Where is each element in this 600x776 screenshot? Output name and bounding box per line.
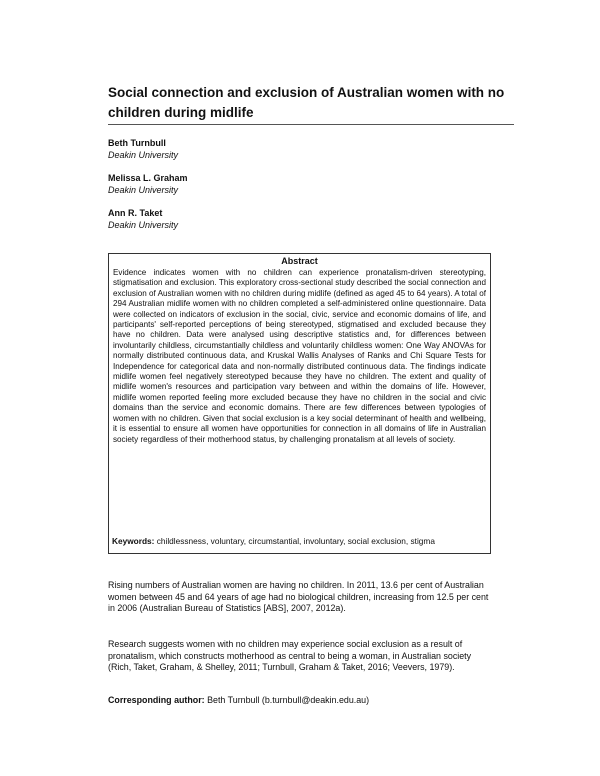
author-block: [108, 207, 178, 231]
keywords-text: childlessness, voluntary, circumstantial, involuntary, social exclusion, stigma: [154, 536, 435, 546]
keywords-label: Keywords:: [112, 536, 155, 546]
corresponding-author: [108, 695, 496, 707]
title-rule: [108, 124, 514, 125]
author-block: [108, 137, 178, 161]
author-name: Ann R. Taket: [108, 208, 163, 218]
abstract-heading: Abstract: [281, 256, 318, 266]
author-affiliation: Deakin University: [108, 150, 179, 160]
author-block: [108, 172, 188, 196]
keywords: [112, 536, 490, 546]
paper-title: Social connection and exclusion of Australian women with no children during midlife: [108, 85, 505, 120]
corresponding-author-label: Corresponding author:: [108, 695, 205, 705]
author-affiliation: Deakin University: [108, 185, 179, 195]
author-affiliation: Deakin University: [108, 220, 179, 230]
body-paragraph: Research suggests women with no children may experience social exclusion as a result of pronatalism, which constructs motherhood as central to being a woman, in Australian society (Rich, Taket, Graham, & Shelley, 2011; Turnbull, Graham & Taket, 2016; Veevers, 1979).: [108, 639, 472, 672]
author-name: Melissa L. Graham: [108, 173, 188, 183]
body-paragraph: Rising numbers of Australian women are having no children. In 2011, 13.6 per cent of Australian women between 45 and 64 years of age had no biological children, increasing from 12.5 per cent in 2006 (Australian Bureau of Statistics [ABS], 2007, 2012a).: [108, 580, 489, 613]
abstract-box: [108, 253, 491, 554]
author-name: Beth Turnbull: [108, 138, 166, 148]
corresponding-author-text: Beth Turnbull (b.turnbull@deakin.edu.au): [204, 695, 370, 705]
abstract-text: Evidence indicates women with no children can experience pronatalism-driven stereotyping, stigmatisation and exclusion. This exploratory cross-sectional study described the social connection and exclusion of Australian women with no children during midlife (defined as aged 45 to 64 years). A total of 294 Australian midlife women with no children completed a self-administered online questionnaire. Data were collected on indicators of exclusion in the social, civic, service and economic domains of life, and participants' self-reported perceptions of being stereotyped, stigmatised and excluded because they have no children. Data were analysed using descriptive statistics and, for differences between involuntarily childless, circumstantially childless and voluntarily childless women: One Way ANOVAs for normally distributed continuous data, and Kruskal Wallis Analyses of Ranks and Chi Square Tests for Independence for categorical data and non-normally distributed continuous data. The findings indicate midlife women feel negatively stereotyped because they have no children. The extent and quality of midlife women's resources and participation vary between and within the domains of life. However, midlife women reported feeling more excluded because they have no children in the social and civic domains than the service and economic domains. There are few differences between typologies of women with no children. Given that social exclusion is a key social determinant of health and wellbeing, it is essential to ensure all women have opportunities for connection in all domains of life in Australian society regardless of their motherhood status, by challenging pronatalism at all levels of society.: [113, 268, 486, 444]
